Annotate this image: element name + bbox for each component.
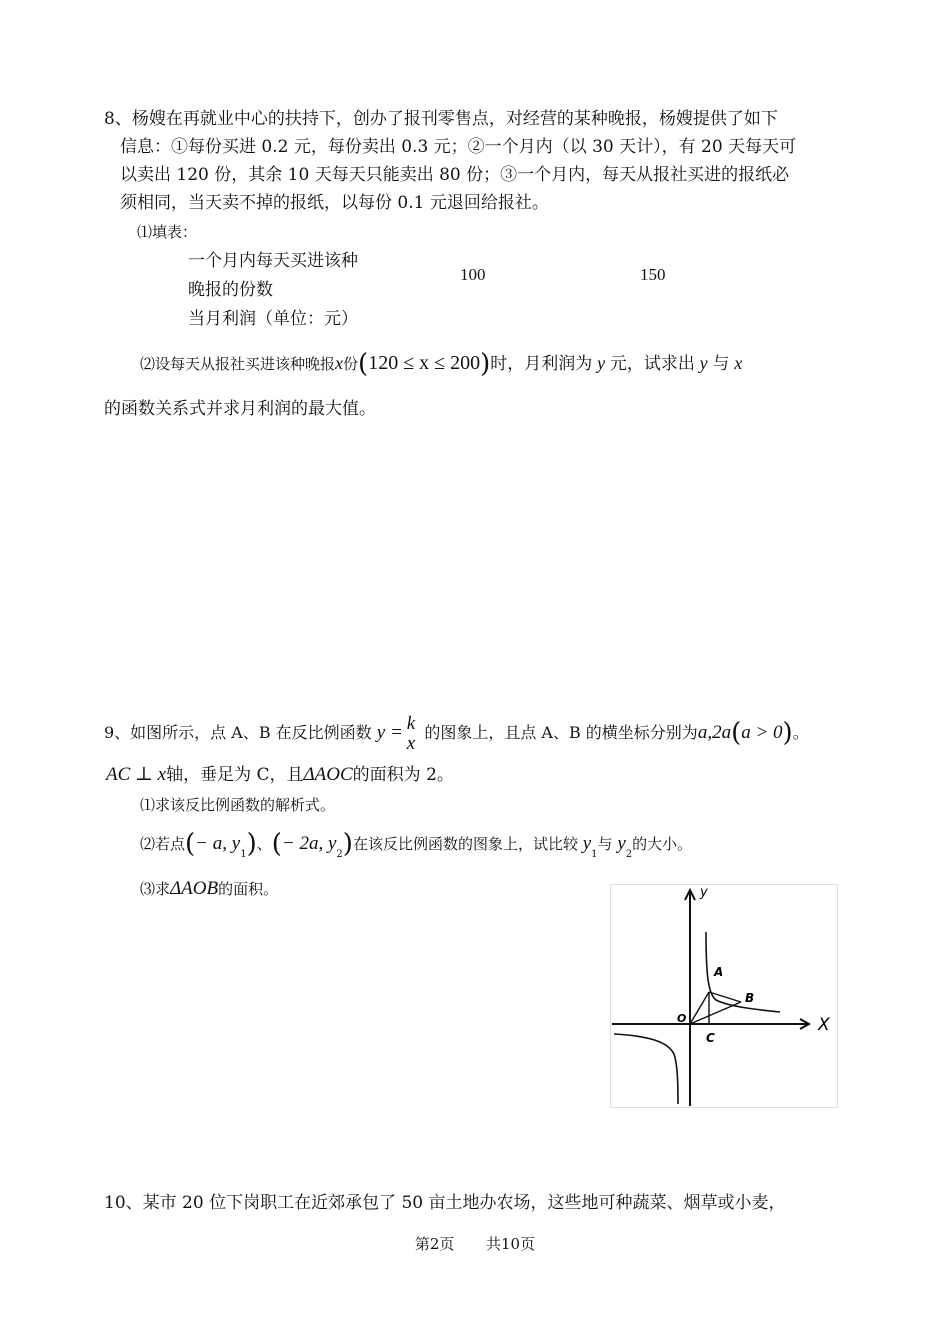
- q8-part2-var-x: x: [335, 353, 344, 373]
- right-paren: ): [782, 718, 793, 748]
- footer-total-pages: 共10页: [486, 1235, 536, 1253]
- graph-label-a: A: [714, 965, 724, 979]
- fraction-denominator: x: [406, 732, 416, 754]
- q9-part2-text-b: 在该反比例函数的图象上，试比较: [352, 835, 578, 853]
- q8-part2-text-d: 元，试求出: [609, 354, 695, 374]
- q9-triangle-aoc: ΔAOC: [303, 764, 353, 785]
- q9-part-1: ⑴求该反比例函数的解析式。: [140, 796, 336, 814]
- q9-part2-text-d: 的大小。: [632, 835, 693, 853]
- q9-point-1: − a, y: [195, 833, 241, 854]
- q8-part2-line-2: 的函数关系式并求月利润的最大值。: [104, 399, 376, 419]
- subscript-1: 1: [591, 849, 598, 860]
- right-paren: ): [246, 829, 257, 859]
- q9-coords: a,2a: [697, 722, 732, 743]
- q8-part2-text-e: 与: [712, 354, 730, 374]
- table-value-150: 150: [640, 265, 666, 284]
- q10-line-1: 10、某市 20 位下岗职工在近郊承包了 50 亩土地办农场，这些地可种蔬菜、烟草或小麦，: [104, 1193, 786, 1213]
- q9-func-lhs: y =: [376, 722, 403, 743]
- table-value-100: 100: [460, 265, 486, 284]
- q9-point-2: − 2a, y: [281, 833, 337, 854]
- q9-part2-text-c: 与: [597, 835, 613, 853]
- q8-line-4: 须相同，当天卖不掉的报纸，以每份 0.1 元退回给报社。: [120, 193, 549, 213]
- subscript-2: 2: [336, 849, 343, 860]
- hyperbola-graph: [610, 884, 838, 1108]
- fraction-numerator: k: [406, 712, 416, 734]
- q9-part3-text-a: ⑶求: [140, 880, 171, 898]
- q9-line2-end: 的面积为 2。: [352, 765, 454, 785]
- q9-part-3: [140, 878, 278, 900]
- left-paren: (: [271, 829, 282, 859]
- q9-triangle-aob: ΔAOB: [170, 878, 219, 899]
- q9-perp: AC ⊥ x: [106, 764, 167, 785]
- q8-line-1: 8、杨嫂在再就业中心的扶持下，创办了报刊零售点，对经营的某种晚报，杨嫂提供了如下: [104, 109, 778, 129]
- right-paren: ): [342, 829, 353, 859]
- q9-fraction: [407, 714, 415, 754]
- graph-label-y: y: [700, 885, 708, 900]
- q9-line-1: [104, 708, 809, 755]
- q9-text-a: 9、如图所示，点 A、B 在反比例函数: [104, 723, 372, 742]
- q9-part2-text-a: ⑵若点: [140, 835, 186, 853]
- q8-part-1: ⑴填表：: [137, 223, 198, 241]
- q9-cmp-y2: y: [617, 833, 626, 854]
- table-row2-label: 当月利润（单位：元）: [188, 309, 358, 329]
- q9-line2-text: 轴，垂足为 C，且: [166, 765, 304, 785]
- q8-line-3: 以卖出 120 份，其余 10 天每天只能卖出 80 份；③一个月内，每天从报社买进的报纸必: [120, 165, 790, 185]
- q9-line-2: [106, 764, 454, 786]
- page-footer: [0, 1233, 950, 1254]
- q9-separator: 、: [256, 835, 272, 853]
- left-paren: (: [358, 349, 369, 379]
- right-paren: ): [480, 349, 491, 379]
- q8-part2-text-c: 时，月利润为: [490, 354, 593, 374]
- q9-part3-text-b: 的面积。: [218, 880, 279, 898]
- q9-text-e: 。: [792, 723, 809, 742]
- q9-text-b: 的图象上，且点 A、B 的横坐标分别为: [424, 723, 698, 742]
- graph-label-b: B: [745, 991, 755, 1005]
- q8-line-2: 信息：①每份买进 0.2 元，每份卖出 0.3 元；②一个月内（以 30 天计），有 20 天每天可: [120, 137, 797, 157]
- q8-part2-var-y2: y: [699, 353, 708, 373]
- graph-label-o: O: [677, 1012, 687, 1025]
- q8-part-2: [140, 349, 743, 379]
- left-paren: (: [731, 718, 742, 748]
- left-paren: (: [185, 829, 196, 859]
- q9-part-2: [140, 830, 692, 858]
- q8-part2-text-a: ⑵设每天从报社买进该种晚报: [140, 355, 336, 373]
- q9-cmp-y1: y: [582, 833, 592, 854]
- subscript-1: 1: [240, 849, 247, 860]
- q8-part2-var-x2: x: [734, 353, 743, 373]
- table-row1-label-a: 一个月内每天买进该种: [188, 251, 358, 271]
- q9-condition: a > 0: [741, 722, 783, 743]
- q8-part2-range: 120 ≤ x ≤ 200: [368, 352, 481, 374]
- graph-label-c: C: [706, 1031, 715, 1045]
- table-row1-label-b: 晚报的份数: [188, 280, 273, 300]
- subscript-2: 2: [625, 849, 633, 860]
- graph-label-x: X: [818, 1015, 830, 1035]
- q8-part2-var-y: y: [597, 353, 606, 373]
- q8-part2-text-b: 份: [343, 355, 359, 373]
- footer-page-number: 第2页: [414, 1235, 455, 1253]
